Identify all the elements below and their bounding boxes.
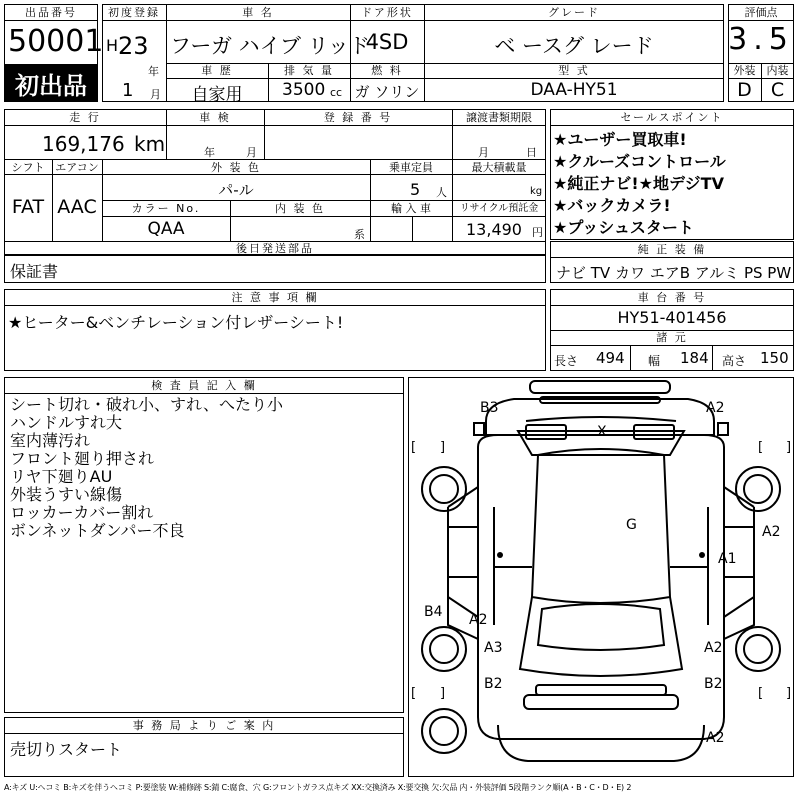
ac: AAC [57, 196, 97, 218]
car-name: フーガ ハイブ リッド [170, 34, 370, 58]
exterior-grade-label: 外装 [733, 64, 756, 77]
mileage-label: 走 行 [69, 111, 101, 124]
door-type: 4SD [365, 30, 409, 54]
selling-point-item: ★プッシュスタート [553, 218, 694, 237]
exterior-color-label: 外 装 色 [211, 161, 261, 174]
mileage: 169,176 [42, 132, 125, 156]
capacity-label: 乗車定員 [389, 161, 433, 174]
color-no-label: カラー No. [131, 202, 201, 215]
history: 自家用 [191, 85, 243, 105]
selling-points-label: セールスポイント [620, 111, 724, 124]
era: H [106, 36, 119, 55]
later-parts-box [4, 255, 546, 283]
dimensions-label: 諸 元 [656, 331, 688, 344]
chassis-value: HY51-401456 [617, 308, 727, 327]
exterior-grade: D [737, 79, 752, 101]
fuel-label: 燃 料 [371, 64, 403, 77]
bracket-left-bottom-close: ] [440, 686, 446, 701]
recycle-label: リサイクル預託金 [459, 203, 539, 214]
office-label: 事 務 局 よ り ご 案 内 [132, 719, 276, 732]
inspector-item: リヤ下廻りAU [10, 467, 113, 486]
transfer-label: 譲渡書類期限 [466, 111, 532, 124]
displacement-unit: cc [330, 86, 343, 99]
lot-number: 50001 [8, 24, 104, 59]
selling-point-item: ★ユーザー買取車! [553, 130, 687, 149]
capacity-unit: 人 [436, 186, 447, 199]
interior-color-unit: 系 [354, 228, 365, 241]
damage-mark: A3 [484, 640, 503, 656]
score-label: 評価点 [744, 6, 778, 19]
legend: A:キズ U:ヘコミ B:キズを伴うヘコミ P:要塗装 W:補修跡 S:錆 C:腐食、穴 G:フロントガラス点キズ XX:交換済み X:要交換 欠:欠品 内・外装評価 5段階ランク順(A・B・C・D・E) 2 [4, 783, 632, 792]
bracket-right-bottom: [ [758, 686, 764, 701]
bracket-right-top: [ [758, 440, 764, 455]
later-parts-value: 保証書 [10, 262, 59, 281]
displacement: 3500 [282, 80, 326, 100]
interior-color-label: 内 装 色 [275, 202, 325, 215]
width: 184 [680, 349, 709, 367]
selling-points-list [553, 129, 726, 239]
height-label: 高さ [722, 354, 747, 368]
car-name-label: 車 名 [242, 6, 274, 19]
color-no: QAA [147, 219, 185, 239]
first-listing-text: 初出品 [15, 72, 87, 100]
month-unit: 月 [150, 88, 161, 101]
inspector-item: ハンドルすれ大 [10, 413, 123, 432]
ac-label: エアコン [55, 161, 99, 174]
inspection-year-unit: 年 [204, 146, 215, 159]
transfer-month-unit: 月 [478, 146, 489, 159]
damage-mark: B4 [424, 604, 443, 620]
inspector-item: シート切れ・破れ小、すれ、へたり小 [10, 395, 283, 414]
inspector-item: 外装うすい線傷 [10, 485, 123, 504]
inspector-item: ボンネットダンパー不良 [10, 521, 185, 540]
max-load-label: 最大積載量 [471, 161, 527, 174]
door-label: ドア形状 [361, 6, 413, 19]
selling-point-item: ★バックカメラ! [553, 196, 671, 215]
max-load-unit: kg [530, 186, 543, 197]
shift: FAT [11, 196, 45, 218]
selling-point-item: ★クルーズコントロール [553, 152, 726, 171]
score: 3.5 [728, 22, 794, 57]
import-label: 輸 入 車 [391, 202, 431, 215]
recycle-unit: 円 [532, 226, 543, 239]
damage-mark: A1 [718, 551, 737, 567]
selling-point-item: ★純正ナビ!★地デジTV [553, 174, 724, 193]
chassis-label: 車 台 番 号 [637, 291, 707, 304]
first-registration-label: 初度登録 [108, 6, 160, 19]
model-label: 型 式 [558, 64, 590, 77]
exterior-color: パ-ル [218, 181, 254, 199]
inspector-item: ロッカーカバー割れ [10, 503, 154, 522]
transfer-day-unit: 日 [526, 146, 537, 159]
mileage-unit: km [134, 132, 166, 156]
damage-mark: A2 [704, 640, 723, 656]
length-label: 長さ [554, 354, 579, 368]
interior-grade-label: 内装 [766, 64, 789, 77]
office-value: 売切りスタート [10, 740, 123, 759]
inspector-item: フロント廻り押され [10, 449, 155, 468]
damage-mark: A2 [762, 524, 781, 540]
inspector-label: 検 査 員 記 入 欄 [151, 379, 257, 392]
model: DAA-HY51 [530, 80, 618, 100]
damage-mark: A2 [469, 612, 488, 628]
bracket-left-bottom: [ [411, 686, 417, 701]
bracket-left-top: [ [411, 440, 417, 455]
damage-mark: X [597, 424, 607, 440]
lot-number-label: 出品番号 [25, 6, 77, 19]
bracket-right-top-close: ] [786, 440, 792, 455]
inspection-month-unit: 月 [246, 146, 257, 159]
width-label: 幅 [648, 354, 661, 368]
inspector-item: 室内薄汚れ [10, 431, 91, 450]
fuel: ガ ソリン [354, 83, 420, 101]
registration-label: 登 録 番 号 [323, 111, 393, 124]
bracket-right-bottom-close: ] [786, 686, 792, 701]
height: 150 [760, 349, 789, 367]
displacement-label: 排 気 量 [284, 64, 334, 77]
inspection-label: 車 検 [199, 111, 231, 124]
capacity: 5 [410, 180, 421, 199]
inspector-list [10, 396, 283, 540]
notes-value: ★ヒーター&ベンチレーション付レザーシート! [8, 313, 344, 332]
damage-mark: B3 [480, 400, 499, 416]
history-label: 車 歴 [201, 64, 233, 77]
shift-label: シフト [11, 161, 45, 174]
equipment-label: 純 正 装 備 [637, 243, 707, 256]
notes-label: 注 意 事 項 欄 [231, 291, 319, 304]
damage-mark: G [626, 517, 637, 533]
damage-mark: B2 [704, 676, 723, 692]
month: 1 [122, 80, 134, 101]
grade: ベ ースグ レード [494, 34, 654, 58]
bracket-left-top-close: ] [440, 440, 446, 455]
later-parts-label: 後日発送部品 [236, 242, 314, 255]
damage-mark: A2 [706, 400, 725, 416]
year: 23 [118, 32, 149, 60]
damage-mark: A2 [706, 730, 725, 746]
grade-label: グレード [548, 6, 600, 19]
length: 494 [596, 349, 625, 367]
interior-grade: C [770, 79, 785, 101]
equipment-value: ナビ TV カワ エアB アルミ PS PW [556, 264, 792, 282]
damage-mark: B2 [484, 676, 503, 692]
year-unit: 年 [148, 65, 159, 78]
recycle: 13,490 [466, 220, 522, 239]
